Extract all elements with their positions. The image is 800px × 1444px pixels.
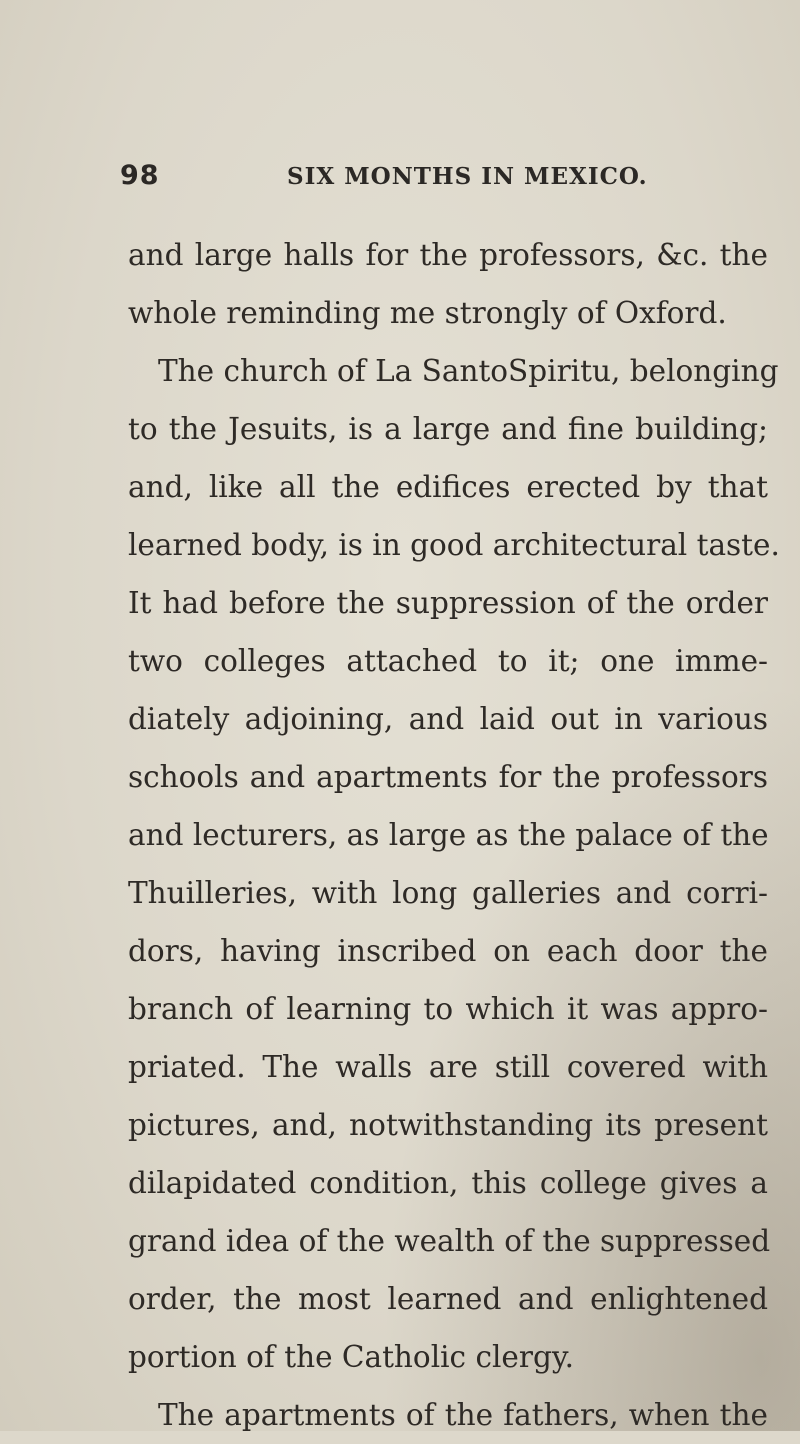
text-line-11: and lecturers, as large as the palace of the bbox=[128, 818, 769, 852]
text-line-20: portion of the Catholic clergy. bbox=[128, 1340, 574, 1374]
text-line-9: diately adjoining, and laid out in various bbox=[128, 702, 768, 736]
text-line-3: The church of La SantoSpiritu, belonging bbox=[158, 354, 779, 388]
page-header bbox=[0, 160, 800, 200]
text-line-14: branch of learning to which it was appro- bbox=[128, 992, 768, 1026]
text-line-18: grand idea of the wealth of the suppressed bbox=[128, 1224, 771, 1258]
text-line-2: whole reminding me strongly of Oxford. bbox=[128, 296, 727, 330]
body-text bbox=[128, 226, 780, 1444]
text-line-10: schools and apartments for the professors bbox=[128, 760, 768, 794]
text-line-8: two colleges attached to it; one imme- bbox=[128, 644, 768, 678]
text-line-19: order, the most learned and enlightened bbox=[128, 1282, 768, 1316]
page-number: 98 bbox=[120, 160, 160, 191]
running-head: SIX MONTHS IN MEXICO. bbox=[287, 163, 648, 190]
text-line-17: dilapidated condition, this college gives a bbox=[128, 1166, 768, 1200]
text-line-13: dors, having inscribed on each door the bbox=[128, 934, 768, 968]
text-line-15: priated. The walls are still covered with bbox=[128, 1050, 768, 1084]
text-line-7: It had before the suppression of the order bbox=[128, 586, 768, 620]
text-line-6: learned body, is in good architectural taste. bbox=[128, 528, 780, 562]
text-line-12: Thuilleries, with long galleries and corri- bbox=[128, 876, 768, 910]
text-line-1: and large halls for the professors, &c. the bbox=[128, 238, 768, 272]
text-line-21: The apartments of the fathers, when the bbox=[158, 1398, 768, 1432]
text-line-4: to the Jesuits, is a large and fine building; bbox=[128, 412, 768, 446]
text-line-5: and, like all the edifices erected by that bbox=[128, 470, 768, 504]
text-line-16: pictures, and, notwithstanding its present bbox=[128, 1108, 768, 1142]
